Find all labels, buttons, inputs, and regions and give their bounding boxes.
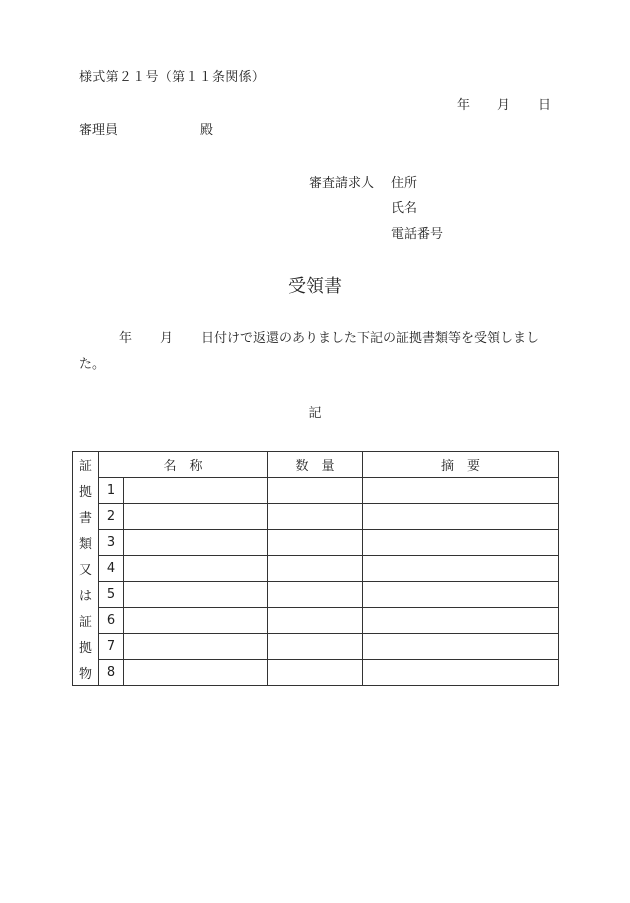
body-year: 年 [119, 331, 133, 346]
quantity-cell[interactable] [268, 478, 363, 504]
remarks-cell[interactable] [363, 530, 559, 556]
remarks-cell[interactable] [363, 478, 559, 504]
side-label-cell: 証 [73, 452, 99, 478]
quantity-cell[interactable] [268, 530, 363, 556]
name-label: 氏名 [391, 201, 418, 216]
form-number: 様式第２１号（第１１条関係） [79, 70, 266, 85]
table-row [73, 634, 559, 660]
remarks-cell[interactable] [363, 608, 559, 634]
row-number: 2 [99, 504, 124, 530]
quantity-header: 数 量 [268, 452, 363, 478]
table-row [73, 582, 559, 608]
name-cell[interactable] [124, 530, 268, 556]
row-number: 4 [99, 556, 124, 582]
table-row [73, 556, 559, 582]
remarks-header: 摘 要 [363, 452, 559, 478]
address-label: 住所 [391, 176, 418, 191]
date-month-label: 月 [497, 98, 511, 113]
quantity-cell[interactable] [268, 556, 363, 582]
row-number: 3 [99, 530, 124, 556]
table-row [73, 660, 559, 686]
table-row [73, 608, 559, 634]
remarks-cell[interactable] [363, 660, 559, 686]
name-cell[interactable] [124, 478, 268, 504]
name-header: 名 称 [99, 452, 268, 478]
document-title: 受領書 [288, 276, 342, 297]
addressee: 審理員 [79, 123, 119, 138]
row-number: 7 [99, 634, 124, 660]
body-text [79, 326, 557, 378]
table-row [73, 530, 559, 556]
body-month: 月 [160, 331, 174, 346]
quantity-cell[interactable] [268, 608, 363, 634]
date-day-label: 日 [538, 98, 552, 113]
row-number: 8 [99, 660, 124, 686]
quantity-cell[interactable] [268, 634, 363, 660]
remarks-cell[interactable] [363, 504, 559, 530]
side-label-cell: 拠 [73, 478, 99, 504]
remarks-cell[interactable] [363, 556, 559, 582]
remarks-cell[interactable] [363, 582, 559, 608]
date-year-label: 年 [457, 98, 471, 113]
quantity-cell[interactable] [268, 504, 363, 530]
ki-heading: 記 [308, 406, 322, 421]
header-row [73, 452, 559, 478]
name-cell[interactable] [124, 582, 268, 608]
side-label-cell: は [73, 582, 99, 608]
table-row [73, 504, 559, 530]
name-cell[interactable] [124, 556, 268, 582]
remarks-cell[interactable] [363, 634, 559, 660]
side-label-cell: 類 [73, 530, 99, 556]
row-number: 6 [99, 608, 124, 634]
side-label-cell: 又 [73, 556, 99, 582]
table-row [73, 478, 559, 504]
phone-label: 電話番号 [391, 227, 444, 242]
honorific: 殿 [200, 123, 214, 138]
side-label-cell: 拠 [73, 634, 99, 660]
name-cell[interactable] [124, 504, 268, 530]
quantity-cell[interactable] [268, 582, 363, 608]
name-cell[interactable] [124, 660, 268, 686]
items-table [72, 451, 559, 686]
applicant-label: 審査請求人 [309, 176, 375, 191]
quantity-cell[interactable] [268, 660, 363, 686]
side-label-cell: 書 [73, 504, 99, 530]
body-sentence: 日付けで返還のありました下記の証拠書類等を受領しました。 [79, 331, 540, 372]
name-cell[interactable] [124, 634, 268, 660]
row-number: 1 [99, 478, 124, 504]
row-number: 5 [99, 582, 124, 608]
name-cell[interactable] [124, 608, 268, 634]
side-label-cell: 物 [73, 660, 99, 686]
side-label-cell: 証 [73, 608, 99, 634]
